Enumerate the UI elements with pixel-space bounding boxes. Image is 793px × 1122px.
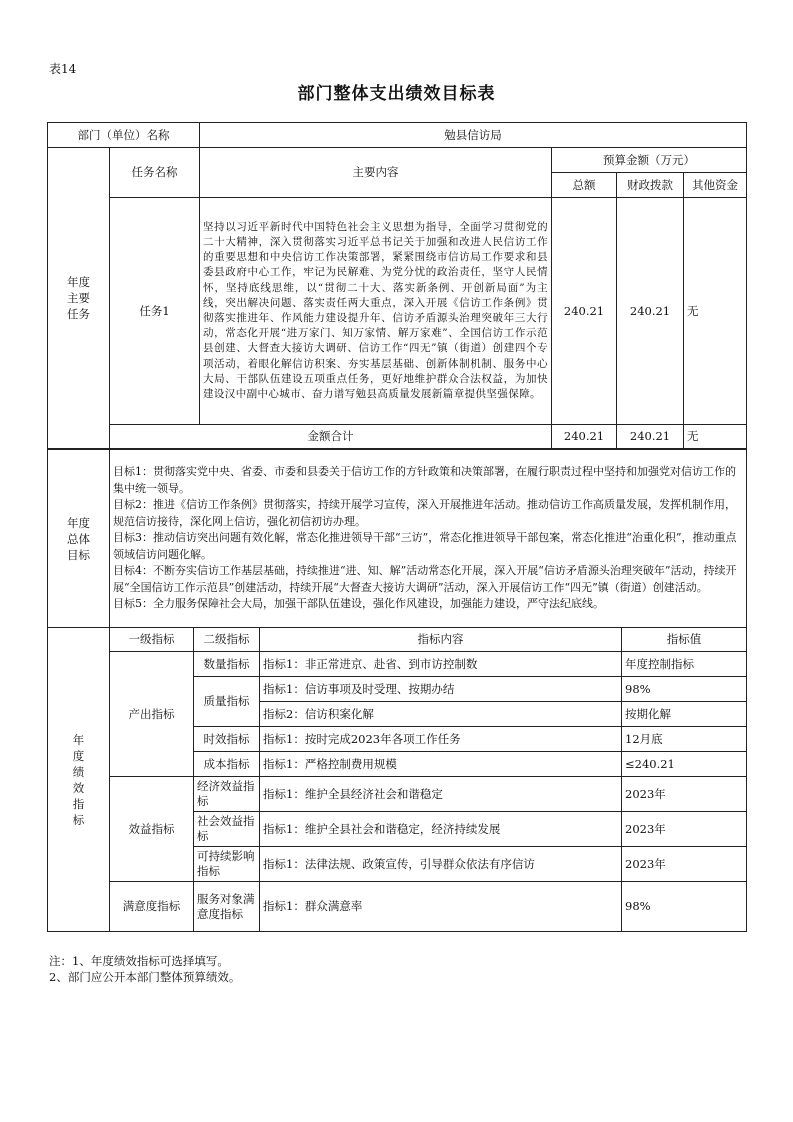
table-number: 表14 bbox=[49, 62, 77, 76]
goals-row bbox=[48, 450, 747, 628]
indicator-content: 指标1：维护全县社会和谐稳定，经济持续发展 bbox=[260, 812, 622, 847]
sum-other: 无 bbox=[684, 425, 747, 449]
task-total: 240.21 bbox=[552, 198, 617, 425]
indicator-row bbox=[48, 652, 747, 677]
tasks-row-label: 年度 主要 任务 bbox=[48, 148, 110, 449]
col-level1: 一级指标 bbox=[110, 628, 194, 652]
task-row bbox=[48, 198, 747, 425]
indicator-value: 12月底 bbox=[622, 727, 747, 752]
indicator-content: 指标1：严格控制费用规模 bbox=[260, 752, 622, 777]
indicator-content: 指标1：法律法规、政策宣传，引导群众依法有序信访 bbox=[260, 847, 622, 882]
indicator-content: 指标1：非正常进京、赴省、到市访控制数 bbox=[260, 652, 622, 677]
level1-satisfaction: 满意度指标 bbox=[110, 882, 194, 932]
col-content: 主要内容 bbox=[200, 148, 552, 198]
goals-content bbox=[110, 450, 747, 628]
department-label: 部门（单位）名称 bbox=[48, 123, 200, 148]
department-row bbox=[48, 123, 747, 148]
indicator-content: 指标1：维护全县经济社会和谐稳定 bbox=[260, 777, 622, 812]
tasks-table bbox=[47, 122, 747, 449]
col-indicator-content: 指标内容 bbox=[260, 628, 622, 652]
col-task-name: 任务名称 bbox=[110, 148, 200, 198]
level2-sustainable: 可持续影响指标 bbox=[194, 847, 260, 882]
indicator-row bbox=[48, 882, 747, 932]
note-item: 2、部门应公开本部门整体预算绩效。 bbox=[49, 970, 241, 984]
goal-item: 目标3：推动信访突出问题有效化解，常态化推进领导干部“三访”，常态化推进领导干部包案，常态化推进“治重化积”，推动重点领域信访问题化解。 bbox=[113, 531, 737, 561]
indicator-content: 指标1：信访事项及时受理、按期办结 bbox=[260, 677, 622, 702]
page-title: 部门整体支出绩效目标表 bbox=[297, 84, 496, 104]
indicator-value: ≤240.21 bbox=[622, 752, 747, 777]
task-content: 坚持以习近平新时代中国特色社会主义思想为指导，全面学习贯彻党的二十大精神，深入贯彻落实习近平总书记关于加强和改进人民信访工作的重要思想和中央信访工作决策部署，紧紧围绕市信访局工作要求和县委县政府中心工作，牢记为民解难、为党分忧的政治责任，坚守人民情怀，坚持底线思维，以“贯彻二十大、落实新条例、开创新局面”为主线，突出解决问题、落实责任两大重点，深入开展《信访工作条例》贯彻落实推进年、作风能力建设提升年、信访矛盾源头治理突破年三大行动，常态化开展“进万家门、知万家情、解万家难”、全国信访工作示范县创建、大督查大接访大调研、信访工作“四无”镇（街道）创建四个专项活动，着眼化解信访积案、夯实基层基础、创新体制机制、服务中心大局、干部队伍建设五项重点任务，更好地维护群众合法权益，为加快建设汉中副中心城市、奋力谱写勉县高质量发展新篇章提供坚强保障。 bbox=[200, 198, 552, 425]
sum-row bbox=[48, 425, 747, 449]
indicator-content: 指标2：信访积案化解 bbox=[260, 702, 622, 727]
note-item: 注：1、年度绩效指标可选择填写。 bbox=[49, 954, 229, 968]
indicator-content: 指标1：群众满意率 bbox=[260, 882, 622, 932]
sum-fiscal: 240.21 bbox=[617, 425, 684, 449]
sum-total: 240.21 bbox=[552, 425, 617, 449]
indicator-value: 98% bbox=[622, 677, 747, 702]
goals-table bbox=[47, 449, 747, 628]
col-indicator-value: 指标值 bbox=[622, 628, 747, 652]
goals-row-label: 年度 总体 目标 bbox=[48, 450, 110, 628]
goal-item: 目标5：全力服务保障社会大局，加强干部队伍建设，强化作风建设，加强能力建设，严守法纪底线。 bbox=[113, 597, 604, 611]
indicator-value: 年度控制指标 bbox=[622, 652, 747, 677]
level1-benefit: 效益指标 bbox=[110, 777, 194, 882]
tasks-header-row bbox=[48, 148, 747, 173]
level2-timeliness: 时效指标 bbox=[194, 727, 260, 752]
level2-economic: 经济效益指标 bbox=[194, 777, 260, 812]
level2-quantity: 数量指标 bbox=[194, 652, 260, 677]
col-fiscal: 财政拨款 bbox=[617, 173, 684, 198]
indicator-value: 按期化解 bbox=[622, 702, 747, 727]
indicator-value: 2023年 bbox=[622, 812, 747, 847]
col-total: 总额 bbox=[552, 173, 617, 198]
indicators-table bbox=[47, 627, 747, 932]
indicators-header-row bbox=[48, 628, 747, 652]
goal-item: 目标2：推进《信访工作条例》贯彻落实，持续开展学习宣传，深入开展推进年活动。推动信访工作高质量发展，发挥机制作用，规范信访接待，深化网上信访，强化初信初访办理。 bbox=[113, 498, 736, 528]
level2-quality: 质量指标 bbox=[194, 677, 260, 727]
goal-item: 目标1：贯彻落实党中央、省委、市委和县委关于信访工作的方针政策和决策部署，在履行职责过程中坚持和加强党对信访工作的集中统一领导。 bbox=[113, 465, 736, 495]
notes bbox=[49, 953, 240, 985]
task-name: 任务1 bbox=[110, 198, 200, 425]
indicator-value: 2023年 bbox=[622, 847, 747, 882]
indicator-content: 指标1：按时完成2023年各项工作任务 bbox=[260, 727, 622, 752]
level1-output: 产出指标 bbox=[110, 652, 194, 777]
goal-item: 目标4：不断夯实信访工作基层基础，持续推进“进、知、解”活动常态化开展，深入开展“信访矛盾源头治理突破年”活动，持续开展“全国信访工作示范县”创建活动，持续开展“大督查大接访大调研”活动，深入开展信访工作“四无”镇（街道）创建活动。 bbox=[113, 564, 737, 594]
col-level2: 二级指标 bbox=[194, 628, 260, 652]
indicator-value: 98% bbox=[622, 882, 747, 932]
task-other: 无 bbox=[684, 198, 747, 425]
department-value: 勉县信访局 bbox=[200, 123, 747, 148]
level2-cost: 成本指标 bbox=[194, 752, 260, 777]
level2-service-satisfaction: 服务对象满意度指标 bbox=[194, 882, 260, 932]
indicator-value: 2023年 bbox=[622, 777, 747, 812]
indicator-row bbox=[48, 777, 747, 812]
task-fiscal: 240.21 bbox=[617, 198, 684, 425]
indicators-row-label: 年 度 绩 效 指 标 bbox=[48, 628, 110, 932]
col-other: 其他资金 bbox=[684, 173, 747, 198]
sum-label: 金额合计 bbox=[110, 425, 552, 449]
col-budget: 预算金额（万元） bbox=[552, 148, 747, 173]
level2-social: 社会效益指标 bbox=[194, 812, 260, 847]
